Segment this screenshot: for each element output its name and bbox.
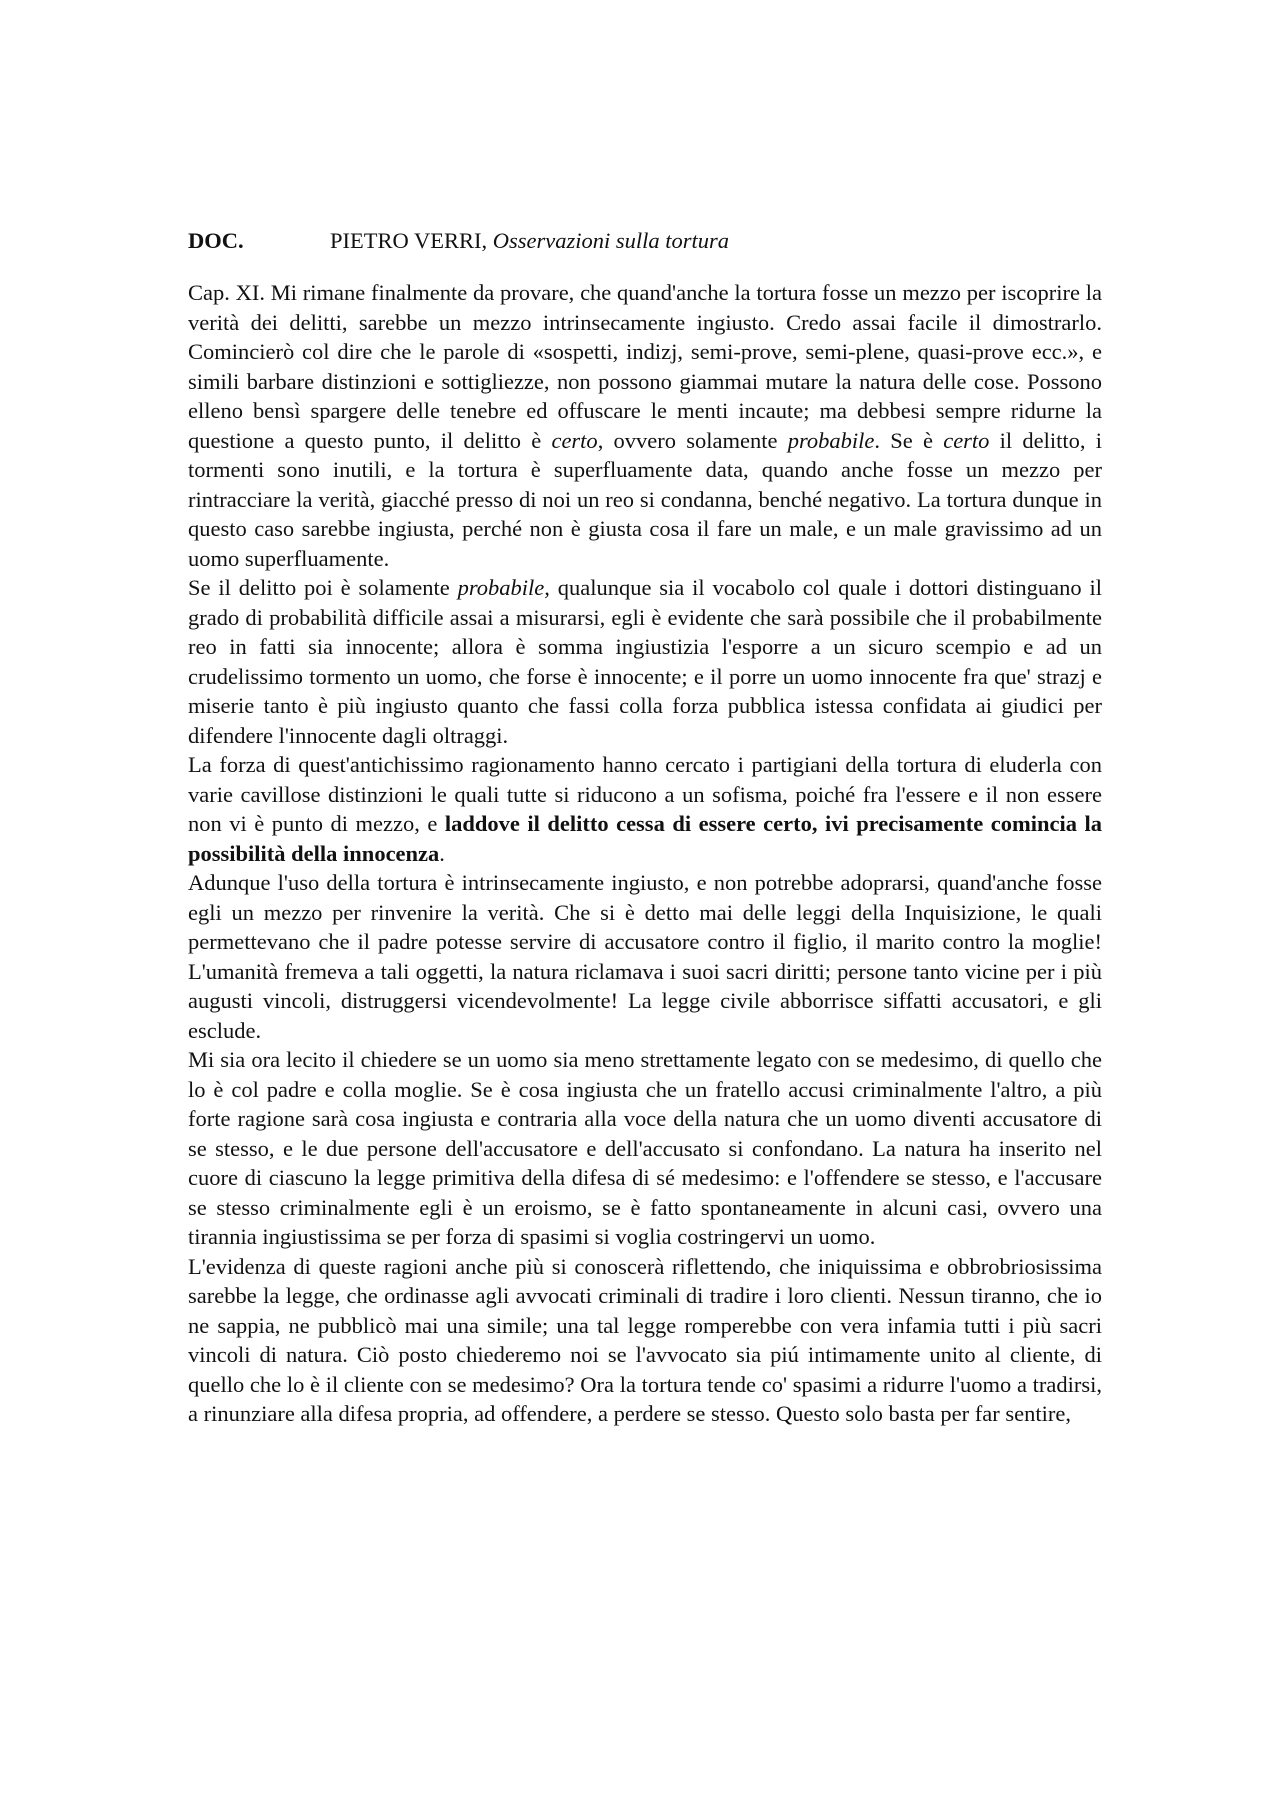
text-segment: il delitto, i tormenti sono inutili, e la tortura è superfluamente data, quando anche fosse un mezzo per rintracciare la verità, giacché presso di noi un reo si condanna, benché negativo. La tortura dunque in questo caso sarebbe ingiusta, perché non è giusta cosa il fare un male, e un male gravissimo ad un uomo superfluamente. — [188, 427, 1103, 571]
text-segment: , ovvero solamente — [597, 427, 788, 453]
text-segment: La forza di quest'antichissimo ragionamento hanno cercato i partigiani della tortura di eluderla con varie cavillose distinzioni le quali tutte si riducono a un sofisma, poiché fra l'essere e il non essere non vi è punto di mezzo, e — [188, 752, 1102, 836]
paragraph — [188, 573, 1102, 750]
italic-text: certo — [551, 427, 598, 453]
document-page — [188, 226, 1102, 1429]
paragraph — [188, 1252, 1102, 1429]
bold-text: laddove il delitto cessa di essere certo, ivi precisamente comincia la possibilità della innocenza — [188, 811, 1102, 866]
italic-text: certo — [943, 427, 990, 453]
text-segment: Se il delitto poi è solamente — [188, 575, 458, 600]
doc-heading — [330, 226, 729, 256]
paragraph — [188, 1045, 1102, 1252]
document-body — [188, 278, 1102, 1429]
italic-text: probabile — [787, 427, 875, 453]
text-segment: Adunque l'uso della tortura è intrinsecamente ingiusto, e non potrebbe adoprarsi, quand'anche fosse egli un mezzo per rinvenire la verità. Che si è detto mai delle leggi della Inquisizione, le quali permettevano che il padre potesse servire di accusatore contro il figlio, il marito contro la moglie! L'umanità fremeva a tali oggetti, la natura riclamava i suoi sacri diritti; persone tanto vicine per i più augusti vincoli, distruggersi vicendevolmente! La legge civile abborrisce siffatti accusatori, e gli esclude. — [188, 870, 1102, 1043]
paragraph — [188, 868, 1102, 1045]
doc-separator: , — [481, 228, 493, 253]
text-segment: . Se è — [874, 427, 944, 453]
doc-title: Osservazioni sulla tortura — [492, 228, 729, 253]
doc-author: PIETRO VERRI — [330, 228, 482, 253]
paragraph — [188, 278, 1102, 573]
document-header — [188, 226, 1102, 256]
paragraph — [188, 750, 1102, 868]
doc-label: DOC. — [188, 228, 244, 253]
italic-text: probabile, — [457, 575, 550, 600]
text-segment: qualunque sia il vocabolo col quale i dottori distinguano il grado di probabilità difficile assai a misurarsi, egli è evidente che sarà possibile che il probabilmente reo in fatti sia innocente; allora è somma ingiustizia l'esporre a un sicuro scempio e ad un crudelissimo tormento un uomo, che forse è innocente; e il porre un uomo innocente fra que' strazj e miserie tanto è più ingiusto quanto che fassi colla forza pubblica istessa confidata ai giudici per difendere l'innocente dagli oltraggi. — [188, 575, 1103, 748]
text-segment: . — [439, 840, 445, 866]
text-segment: L'evidenza di queste ragioni anche più si conoscerà riflettendo, che iniquissima e obbrobriosissima sarebbe la legge, che ordinasse agli avvocati criminali di tradire i loro clienti. Nessun tiranno, che io ne sappia, ne pubblicò mai una simile; una tal legge romperebbe con vera infamia tutti i più sacri vincoli di natura. Ciò posto chiederemo noi se l'avvocato sia piú intimamente unito al cliente, di quello che lo è il cliente con se medesimo? Ora la tortura tende co' spasimi a ridurre l'uomo a tradirsi, a rinunziare alla difesa propria, ad offendere, a perdere se stesso. Questo solo basta per far sentire, — [188, 1253, 1102, 1426]
text-segment: Cap. XI. Mi rimane finalmente da provare, che quand'anche la tortura fosse un mezzo per iscoprire la verità dei delitti, sarebbe un mezzo intrinsecamente ingiusto. Credo assai facile il dimostrarlo. Comincierò col dire che le parole di «sospetti, indizj, semi-prove, semi-plene, quasi-prove ecc.», e simili barbare distinzioni e sottigliezze, non possono giammai mutare la natura delle cose. Possono elleno bensì spargere delle tenebre ed offuscare le menti incaute; ma debbesi sempre ridurne la questione a questo punto, il delitto è — [188, 280, 1102, 453]
text-segment: Mi sia ora lecito il chiedere se un uomo sia meno strettamente legato con se medesimo, di quello che lo è col padre e colla moglie. Se è cosa ingiusta che un fratello accusi criminalmente l'altro, a più forte ragione sarà cosa ingiusta e contraria alla voce della natura che un uomo diventi accusatore di se stesso, e le due persone dell'accusatore e dell'accusato si confondano. La natura ha inserito nel cuore di ciascuno la legge primitiva della difesa di sé medesimo: e l'offendere se stesso, e l'accusare se stesso criminalmente egli è un eroismo, se è fatto spontaneamente in alcuni casi, ovvero una tirannia ingiustissima se per forza di spasimi si voglia costringervi un uomo. — [188, 1047, 1102, 1249]
